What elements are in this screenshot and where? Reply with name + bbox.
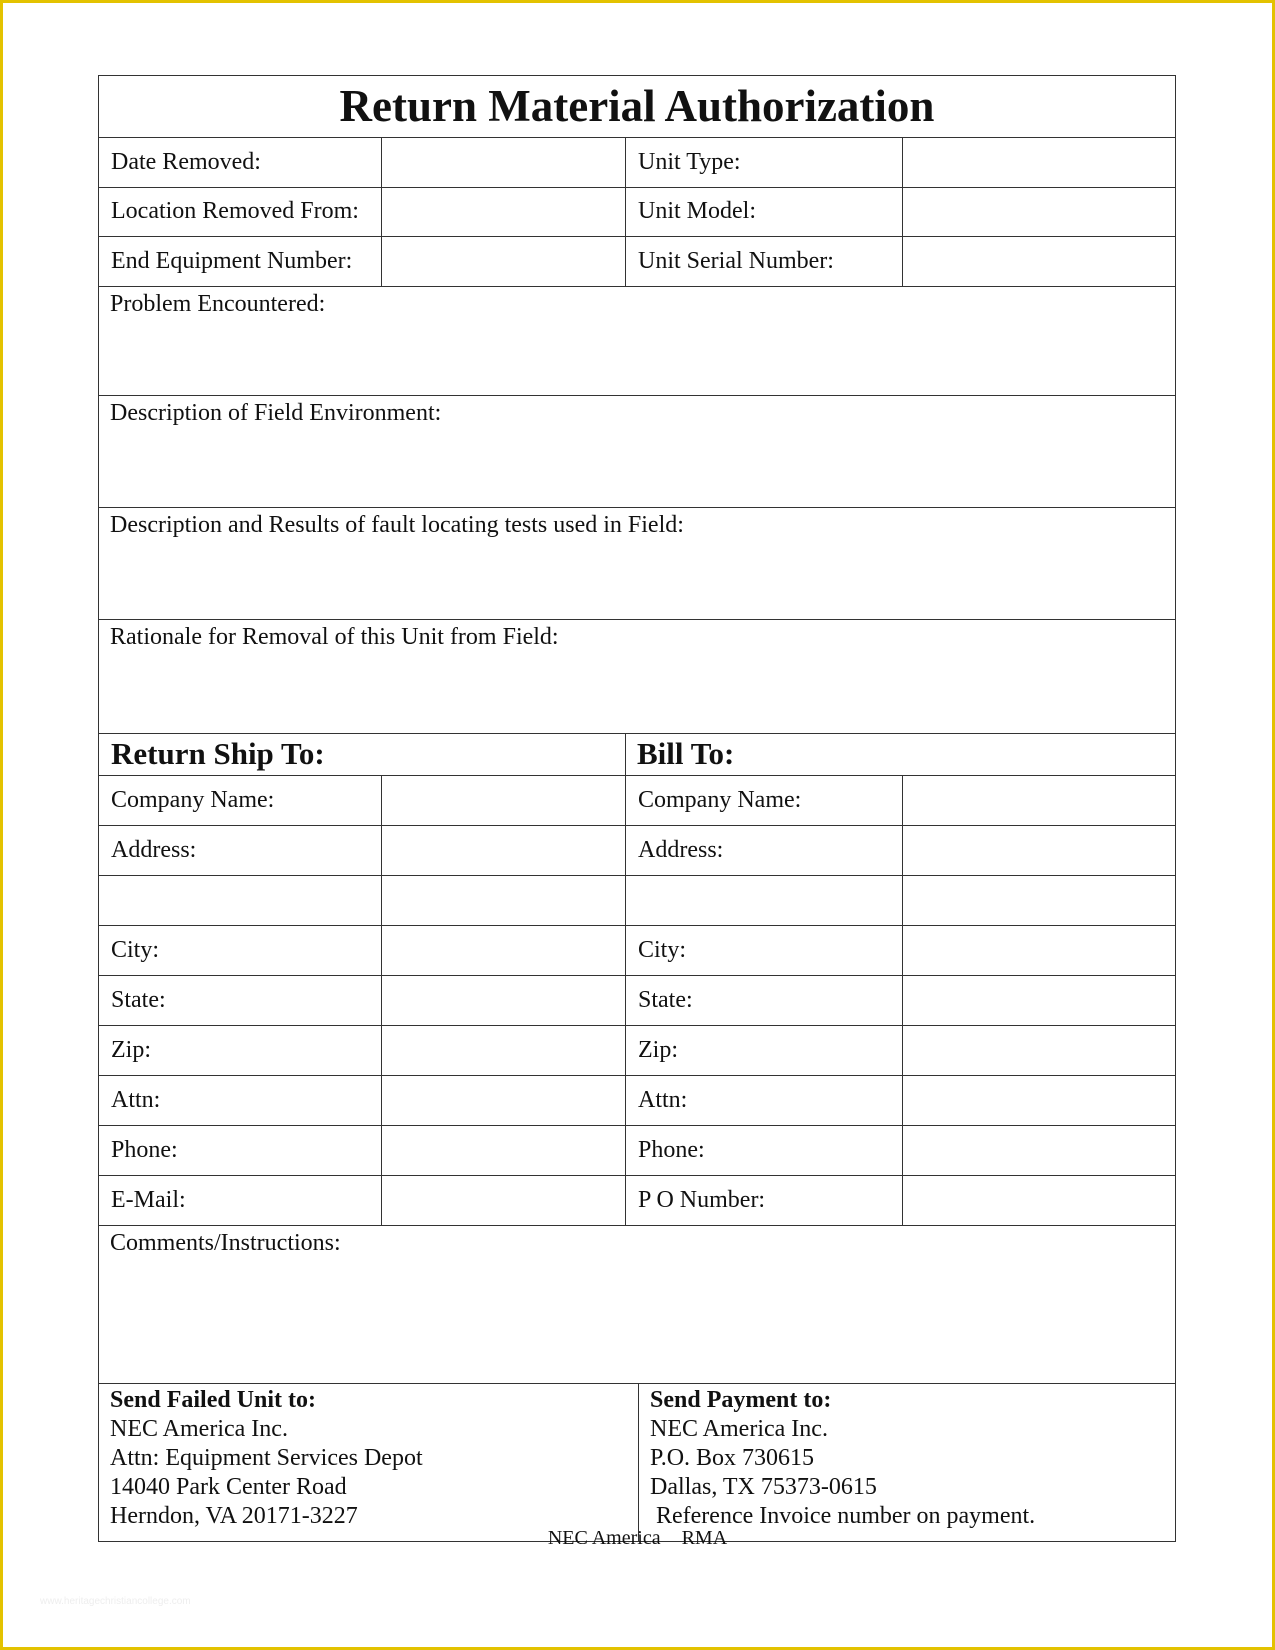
ship-attn-field[interactable] bbox=[382, 1076, 626, 1125]
bill-zip-field[interactable] bbox=[903, 1026, 1175, 1075]
address-row bbox=[99, 826, 1175, 876]
problem-encountered-label: Problem Encountered: bbox=[110, 290, 326, 317]
address-row bbox=[99, 1026, 1175, 1076]
fault-tests-label: Description and Results of fault locating tests used in Field: bbox=[110, 511, 684, 538]
ship-phone-label: Phone: bbox=[99, 1126, 382, 1175]
ship-email-field[interactable] bbox=[382, 1176, 626, 1225]
send-payment-heading: Send Payment to: bbox=[650, 1386, 832, 1413]
return-ship-to-heading: Return Ship To: bbox=[99, 734, 626, 775]
end-equipment-number-label: End Equipment Number: bbox=[99, 237, 382, 286]
address-row bbox=[99, 776, 1175, 826]
address-row bbox=[99, 876, 1175, 926]
fault-tests-field[interactable] bbox=[99, 508, 1175, 620]
location-removed-field[interactable] bbox=[382, 188, 626, 237]
unit-info-row bbox=[99, 188, 1175, 238]
ship-phone-field[interactable] bbox=[382, 1126, 626, 1175]
unit-type-label: Unit Type: bbox=[626, 138, 903, 187]
page-footer bbox=[0, 1527, 1275, 1550]
watermark-text: www.heritagechristiancollege.com bbox=[40, 1596, 191, 1607]
unit-info-row bbox=[99, 237, 1175, 287]
footer-doc-code: RMA bbox=[681, 1527, 728, 1549]
unit-model-field[interactable] bbox=[903, 188, 1175, 237]
address-row bbox=[99, 1176, 1175, 1226]
ship-company-name-label: Company Name: bbox=[99, 776, 382, 825]
removal-rationale-field[interactable] bbox=[99, 620, 1175, 734]
failed-unit-line: Attn: Equipment Services Depot bbox=[110, 1444, 423, 1471]
payment-line: Reference Invoice number on payment. bbox=[650, 1502, 1036, 1529]
payment-line: Dallas, TX 75373-0615 bbox=[650, 1473, 877, 1500]
rma-form bbox=[98, 75, 1176, 1542]
ship-city-label: City: bbox=[99, 926, 382, 975]
ship-email-label: E-Mail: bbox=[99, 1176, 382, 1225]
field-environment-label: Description of Field Environment: bbox=[110, 399, 442, 426]
ship-address-line2-field[interactable] bbox=[382, 876, 626, 925]
address-row bbox=[99, 1076, 1175, 1126]
unit-serial-number-label: Unit Serial Number: bbox=[626, 237, 903, 286]
remittance-section bbox=[99, 1384, 1175, 1541]
bill-phone-field[interactable] bbox=[903, 1126, 1175, 1175]
unit-type-field[interactable] bbox=[903, 138, 1175, 187]
bill-address-line2-label bbox=[626, 876, 903, 925]
address-row bbox=[99, 976, 1175, 1026]
unit-model-label: Unit Model: bbox=[626, 188, 903, 237]
date-removed-label: Date Removed: bbox=[99, 138, 382, 187]
send-failed-unit-block bbox=[99, 1384, 639, 1541]
bill-attn-field[interactable] bbox=[903, 1076, 1175, 1125]
address-section-header bbox=[99, 734, 1175, 776]
problem-encountered-field[interactable] bbox=[99, 287, 1175, 396]
comments-label: Comments/Instructions: bbox=[110, 1229, 341, 1256]
ship-zip-field[interactable] bbox=[382, 1026, 626, 1075]
ship-address-label: Address: bbox=[99, 826, 382, 875]
ship-state-label: State: bbox=[99, 976, 382, 1025]
failed-unit-line: 14040 Park Center Road bbox=[110, 1473, 347, 1500]
send-payment-block bbox=[639, 1384, 1175, 1541]
location-removed-label: Location Removed From: bbox=[99, 188, 382, 237]
bill-state-field[interactable] bbox=[903, 976, 1175, 1025]
failed-unit-line: NEC America Inc. bbox=[110, 1415, 288, 1442]
payment-line: P.O. Box 730615 bbox=[650, 1444, 815, 1471]
form-title: Return Material Authorization bbox=[99, 76, 1175, 138]
bill-company-name-label: Company Name: bbox=[626, 776, 903, 825]
send-failed-unit-heading: Send Failed Unit to: bbox=[110, 1386, 317, 1413]
bill-company-name-field[interactable] bbox=[903, 776, 1175, 825]
po-number-label: P O Number: bbox=[626, 1176, 903, 1225]
bill-city-field[interactable] bbox=[903, 926, 1175, 975]
bill-state-label: State: bbox=[626, 976, 903, 1025]
failed-unit-line: Herndon, VA 20171-3227 bbox=[110, 1502, 358, 1529]
ship-city-field[interactable] bbox=[382, 926, 626, 975]
bill-address-line2-field[interactable] bbox=[903, 876, 1175, 925]
end-equipment-number-field[interactable] bbox=[382, 237, 626, 286]
bill-attn-label: Attn: bbox=[626, 1076, 903, 1125]
removal-rationale-label: Rationale for Removal of this Unit from Field: bbox=[110, 623, 559, 650]
address-row bbox=[99, 926, 1175, 976]
bill-to-heading: Bill To: bbox=[637, 736, 735, 771]
date-removed-field[interactable] bbox=[382, 138, 626, 187]
ship-company-name-field[interactable] bbox=[382, 776, 626, 825]
ship-state-field[interactable] bbox=[382, 976, 626, 1025]
footer-company: NEC America bbox=[547, 1527, 661, 1549]
bill-phone-label: Phone: bbox=[626, 1126, 903, 1175]
comments-field[interactable] bbox=[99, 1226, 1175, 1384]
bill-address-field[interactable] bbox=[903, 826, 1175, 875]
ship-zip-label: Zip: bbox=[99, 1026, 382, 1075]
bill-zip-label: Zip: bbox=[626, 1026, 903, 1075]
field-environment-field[interactable] bbox=[99, 396, 1175, 508]
ship-attn-label: Attn: bbox=[99, 1076, 382, 1125]
unit-serial-number-field[interactable] bbox=[903, 237, 1175, 286]
bill-address-label: Address: bbox=[626, 826, 903, 875]
payment-line: NEC America Inc. bbox=[650, 1415, 828, 1442]
ship-address-line2-label bbox=[99, 876, 382, 925]
bill-city-label: City: bbox=[626, 926, 903, 975]
address-row bbox=[99, 1126, 1175, 1176]
ship-address-field[interactable] bbox=[382, 826, 626, 875]
po-number-field[interactable] bbox=[903, 1176, 1175, 1225]
unit-info-row bbox=[99, 138, 1175, 188]
